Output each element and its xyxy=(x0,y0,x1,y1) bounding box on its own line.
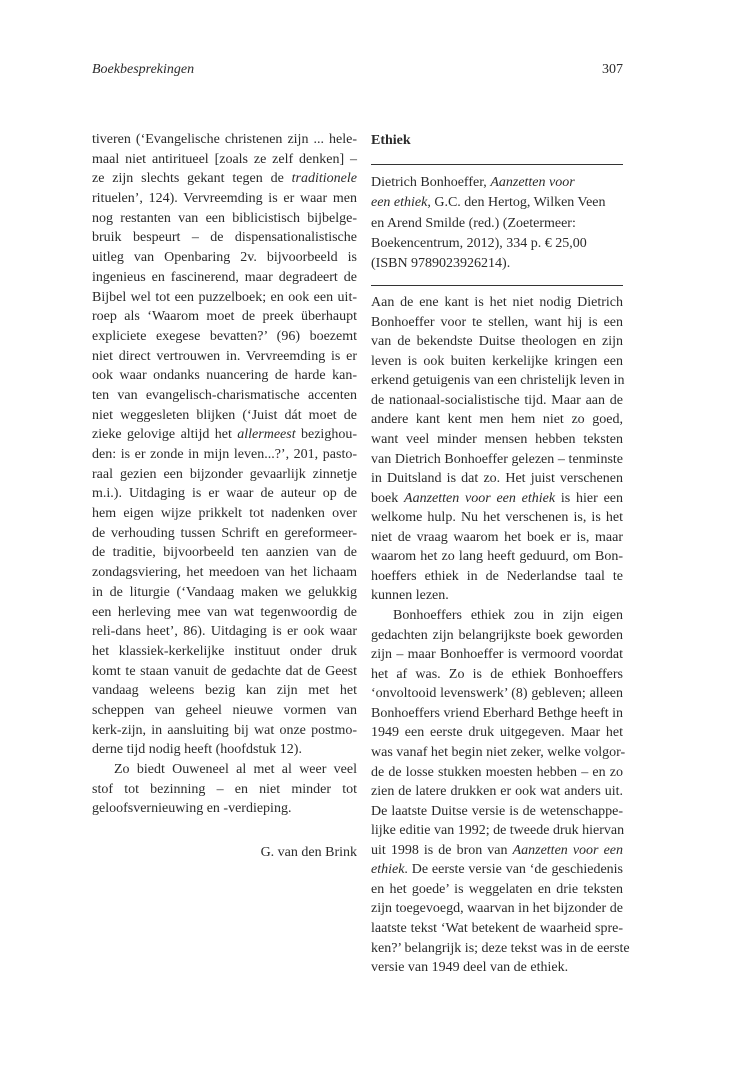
text-segment: 1949 een eerste druk uitgegeven. Maar het xyxy=(371,725,623,741)
right-column-text xyxy=(371,293,630,978)
text-line xyxy=(371,430,623,450)
text-line xyxy=(371,704,623,724)
text-line xyxy=(92,228,357,248)
text-segment: waarom het zo lang heeft geduurd, om Bon- xyxy=(371,549,623,565)
text-segment: m.i.). Uitdaging is er waar de auteur op de xyxy=(92,486,357,502)
text-line xyxy=(92,406,357,426)
italic-text: Aanzetten voor xyxy=(490,175,575,190)
text-line xyxy=(371,665,623,685)
text-line xyxy=(371,958,623,978)
text-segment: van de bekendste Duitse theologen en zijn xyxy=(371,334,623,350)
text-segment: geloofsvernieuwing en -verdieping. xyxy=(92,801,292,817)
text-line xyxy=(371,939,630,959)
text-segment: kerk-zijn, in aansluiting bij wat onze postmo- xyxy=(92,722,357,738)
text-segment: nog restanten van een biblicistisch bijbelge- xyxy=(92,210,357,226)
text-segment: Zo biedt Ouweneel al met al weer veel xyxy=(114,762,357,777)
text-segment: derne tijd nodig heeft (hoofdstuk 12). xyxy=(92,742,302,758)
text-line xyxy=(92,583,357,603)
top-rule xyxy=(371,164,623,165)
text-line xyxy=(371,254,623,274)
text-segment: want veel minder mensen hebben teksten xyxy=(371,431,623,447)
text-line xyxy=(371,173,623,193)
text-segment: scheppen van geheel nieuwe vormen van xyxy=(92,702,357,718)
text-segment: andere kant kent men hem niet zo goed, xyxy=(371,412,623,428)
review-heading: Ethiek xyxy=(371,133,411,148)
italic-text: Aanzetten voor een ethiek xyxy=(404,490,556,506)
text-segment: het klassiek-kerkelijke instituut onder druk xyxy=(92,643,357,659)
text-line xyxy=(371,332,623,352)
page-number: 307 xyxy=(602,62,623,77)
italic-text: allermeest xyxy=(237,427,296,443)
text-segment: zieke gelovige altijd het xyxy=(92,427,238,443)
text-segment: ten van evangelisch-charismatische accenten xyxy=(92,387,357,403)
text-line xyxy=(92,248,357,268)
text-line xyxy=(92,622,357,642)
text-line xyxy=(92,347,357,367)
text-line xyxy=(371,508,623,528)
text-line xyxy=(371,841,623,861)
text-line xyxy=(92,209,357,229)
text-segment: niet de vraag waarom het boek er is, maar xyxy=(371,529,623,545)
text-line xyxy=(92,386,357,406)
text-segment: ook waar ondanks nuancering de harde kan- xyxy=(92,368,357,384)
text-segment: Dietrich Bonhoeffer, xyxy=(371,175,491,190)
text-segment: leven is ook buiten kerkelijke kringen een xyxy=(371,353,623,369)
text-segment: was vanaf het begin niet zeker, welke volgor- xyxy=(371,744,626,760)
text-line xyxy=(371,391,623,411)
text-line xyxy=(92,425,357,445)
text-line xyxy=(371,626,623,646)
text-line xyxy=(92,740,357,760)
italic-text: traditionele xyxy=(291,171,357,187)
text-line xyxy=(371,450,623,470)
text-line xyxy=(371,214,623,234)
text-line xyxy=(371,293,623,313)
section-title: Boekbesprekingen xyxy=(92,62,195,77)
text-segment: Bijbel wel tot een puzzelboek; en ook een uit- xyxy=(92,289,357,305)
text-segment: (ISBN 9789023926214). xyxy=(371,256,511,272)
text-line xyxy=(371,586,623,606)
text-segment: expliciete exegese bevatten?’ (96) boezemt xyxy=(92,328,357,344)
text-line xyxy=(371,410,623,430)
text-line xyxy=(92,445,357,465)
text-line xyxy=(371,880,623,900)
text-line xyxy=(92,524,357,544)
text-line xyxy=(92,288,357,308)
text-segment: hoeffers ethiek in de Nederlandse taal te xyxy=(371,568,623,584)
text-segment: welkome hulp. Nu het verschenen is, is het xyxy=(371,510,623,526)
text-line xyxy=(371,684,623,704)
text-line xyxy=(92,681,357,701)
text-segment: Boekencentrum, 2012), 334 p. € 25,00 xyxy=(371,235,587,251)
left-column-text xyxy=(92,130,357,819)
text-segment: ken?’ belangrijk is; deze tekst was in de eerste xyxy=(371,940,630,956)
text-segment: en Arend Smilde (red.) (Zoetermeer: xyxy=(371,215,576,231)
text-line xyxy=(371,371,623,391)
text-segment: een herleving mee van wat tegenwoordig de xyxy=(92,604,357,620)
text-line xyxy=(92,268,357,288)
text-line xyxy=(371,821,623,841)
text-segment: de traditie, bijvoorbeeld ten aanzien van de xyxy=(92,545,357,561)
text-segment: rituelen’, 124). Vervreemding is er waar men xyxy=(92,191,357,207)
italic-text: een ethiek xyxy=(371,195,428,211)
text-line xyxy=(371,743,626,763)
text-line xyxy=(92,465,357,485)
text-line xyxy=(371,193,623,213)
text-segment: gedachten zijn belangrijkste boek geworden xyxy=(371,627,623,643)
text-segment: zien de latere drukken er ook wat anders uit. xyxy=(371,784,623,800)
text-line xyxy=(371,567,623,587)
text-line xyxy=(92,366,357,386)
text-segment: ingenieus en fascinerend, maar degradeert de xyxy=(92,269,357,285)
text-line xyxy=(92,504,357,524)
book-citation xyxy=(371,173,623,274)
text-segment: ze zijn slechts gekant tegen de xyxy=(92,171,292,187)
text-line xyxy=(371,489,623,509)
text-segment: laatste tekst ‘Wat betekent de waarheid spre- xyxy=(371,921,623,936)
text-line xyxy=(92,799,357,819)
text-segment: in de liturgie (‘Vandaag maken we gelukkig xyxy=(92,584,357,600)
text-segment: vandaag weleens bezig kan zijn met het xyxy=(92,683,357,699)
text-line xyxy=(371,234,623,254)
text-segment: reli-dans heet’, 86). Uitdaging is er ook waar xyxy=(92,624,357,640)
text-segment: maal niet antiritueel [zoals ze zelf denken] – xyxy=(92,151,357,167)
text-segment: stof tot bezinning – en niet minder tot xyxy=(92,781,357,797)
text-segment: bruik bespeurt – de dispensationalistische xyxy=(92,230,357,246)
text-line xyxy=(92,150,357,170)
text-segment: . De eerste versie van ‘de geschiedenis xyxy=(404,862,623,878)
text-line xyxy=(92,662,357,682)
italic-text: Aanzetten voor een xyxy=(512,842,623,858)
text-line xyxy=(92,327,357,347)
text-line xyxy=(92,169,357,189)
text-line xyxy=(371,313,623,333)
text-segment: tiveren (‘Evangelische christenen zijn ... hele- xyxy=(92,132,357,147)
text-segment: zijn – maar Bonhoeffer is vermoord voordat xyxy=(371,647,623,663)
text-line xyxy=(371,352,623,372)
text-segment: de verhouding tussen Schrift en gereformeer- xyxy=(92,525,357,541)
text-line xyxy=(371,860,623,880)
text-line xyxy=(92,721,357,741)
text-segment: Aan de ene kant is het niet nodig Dietrich xyxy=(371,295,623,310)
text-segment: versie van 1949 deel van de ethiek. xyxy=(371,960,569,976)
text-segment: en het goede’ is weggelaten en drie teksten xyxy=(371,881,623,897)
text-segment: lijke editie van 1992; de tweede druk hiervan xyxy=(371,823,625,839)
reviewer-signature: G. van den Brink xyxy=(260,845,357,860)
text-segment: zijn toegevoegd, waarvan in het bijzonder de xyxy=(371,901,623,917)
text-segment: hem eigen wijze prikkelt tot nadenken over xyxy=(92,506,357,522)
text-segment: De laatste Duitse versie is de wetenschappe- xyxy=(371,803,623,819)
text-line xyxy=(371,528,623,548)
text-line xyxy=(371,606,623,626)
text-line xyxy=(92,760,357,780)
text-line xyxy=(371,899,623,919)
text-segment: zondagsviering, het meedoen van het lichaam xyxy=(92,565,357,581)
text-segment: Bonhoeffers ethiek zou in zijn eigen xyxy=(393,608,623,623)
text-line xyxy=(371,723,623,743)
text-segment: Bonhoeffer voor te stellen, want hij is een xyxy=(371,314,623,330)
text-line xyxy=(92,189,357,209)
text-line xyxy=(371,469,623,489)
text-line xyxy=(92,543,357,563)
text-segment: de de losse stukken moesten hebben – en zo xyxy=(371,764,623,780)
text-segment: den: is er zonde in mijn leven...?’, 201, pasto- xyxy=(92,447,357,462)
text-line xyxy=(371,782,623,802)
text-segment: , G.C. den Hertog, Wilken Veen xyxy=(427,195,606,211)
bottom-rule xyxy=(371,285,623,286)
text-segment: kunnen lezen. xyxy=(371,588,449,604)
text-line xyxy=(92,563,357,583)
italic-text: ethiek xyxy=(371,862,405,878)
text-segment: het af was. Zo is de ethiek Bonhoeffers xyxy=(371,666,623,682)
text-line xyxy=(92,642,357,662)
text-line xyxy=(92,780,357,800)
running-header xyxy=(92,62,623,82)
text-line xyxy=(371,919,623,939)
text-segment: Bonhoeffers vriend Eberhard Bethge heeft in xyxy=(371,705,624,721)
text-line xyxy=(92,307,357,327)
text-segment: uitleg van Openbaring 2v. bijvoorbeeld is xyxy=(92,250,357,266)
text-segment: ‘onvoltooid levenswerk’ (8) gebleven; alleen xyxy=(371,686,623,702)
text-segment: in Duitsland is dat zo. Het juist verschenen xyxy=(371,471,623,487)
text-segment: niet direct vertrouwen in. Vervreemding is er xyxy=(92,348,357,364)
text-segment: uit 1998 is de bron van xyxy=(371,842,513,858)
text-line xyxy=(371,763,623,783)
text-segment: roep als ‘Waarom moet de preek überhaupt xyxy=(92,309,357,325)
text-segment: niet weggesleten blijken (‘Juist dát moet de xyxy=(92,407,357,423)
text-segment: de nationaal-socialistische tijd. Maar aan de xyxy=(371,392,623,408)
text-segment: is hier een xyxy=(555,490,624,506)
text-segment: boek xyxy=(371,490,405,506)
text-segment: raal gezien een bijzonder gevaarlijk zinnetje xyxy=(92,466,357,482)
text-line xyxy=(371,547,623,567)
text-line xyxy=(92,130,357,150)
text-line xyxy=(92,484,357,504)
text-line xyxy=(92,701,357,721)
text-segment: komt te staan vanuit de gedachte dat de Geest xyxy=(92,663,357,679)
text-segment: erkend getuigenis van een christelijk leven in xyxy=(371,373,625,389)
text-segment: bezighou- xyxy=(295,427,357,443)
text-line xyxy=(371,802,623,822)
text-segment: van Dietrich Bonhoeffer gelezen – tenminste xyxy=(371,451,623,467)
text-line xyxy=(92,603,357,623)
text-line xyxy=(371,645,623,665)
